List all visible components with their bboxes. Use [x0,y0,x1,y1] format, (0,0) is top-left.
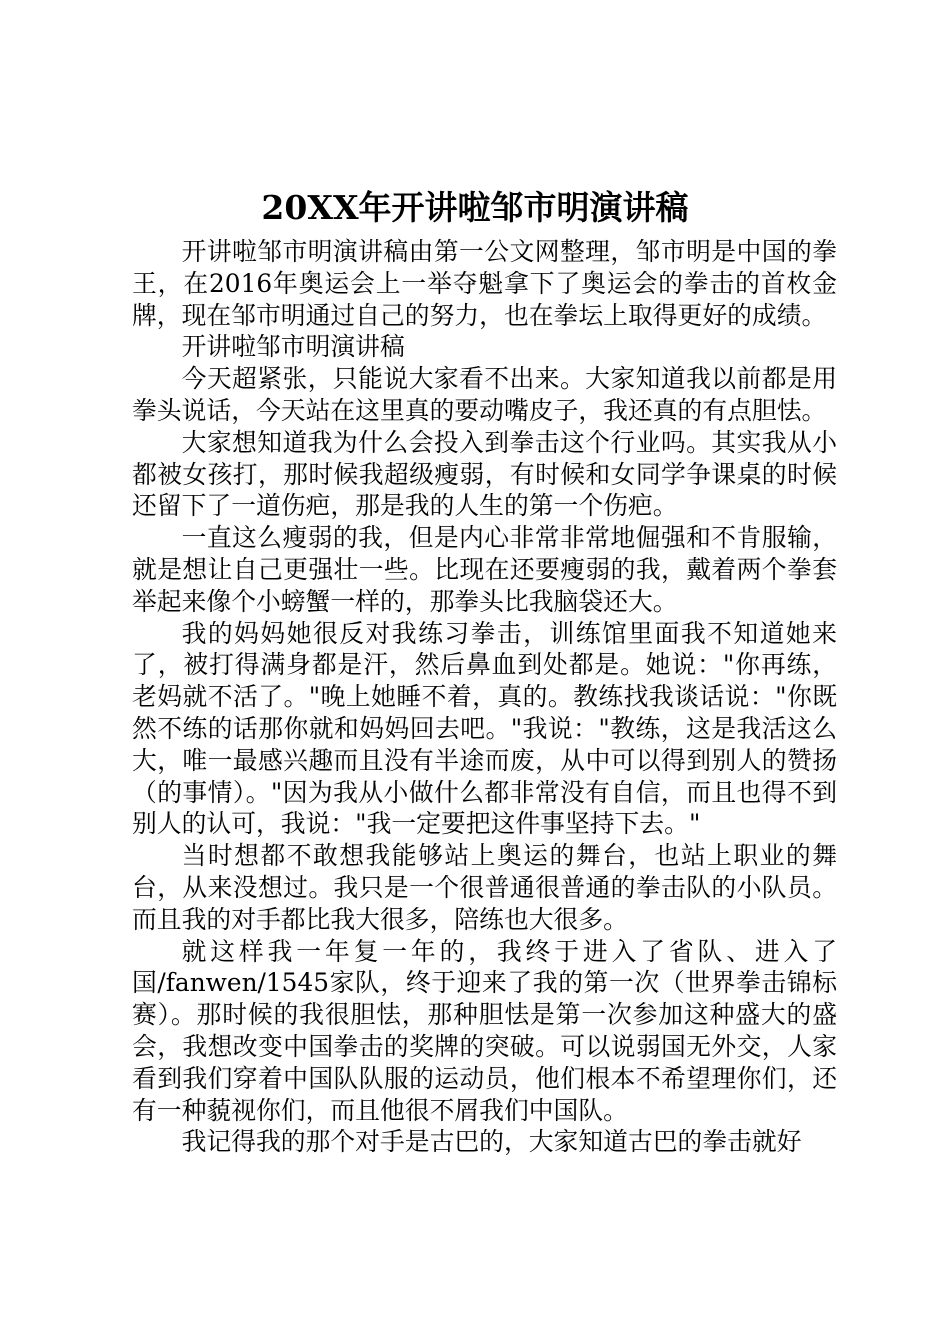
document-title: 20XX年开讲啦邹市明演讲稿 [261,188,689,227]
paragraph: 开讲啦邹市明演讲稿由第一公文网整理，邹市明是中国的拳王，在2016年奥运会上一举夺魁拿下了奥运会的拳击的首枚金牌，现在邹市明通过自己的努力，也在拳坛上取得更好的成绩。 [132,237,837,330]
paragraph: 我记得我的那个对手是古巴的，大家知道古巴的拳击就好 [181,1127,802,1157]
paragraph: 开讲啦邹市明演讲稿 [181,332,405,362]
paragraph: 就这样我一年复一年的，我终于进入了省队、进入了国/fanwen/1545家队，终于迎来了我的第一次（世界拳击锦标赛）。那时候的我很胆怯，那种胆怯是第一次参加这种盛大的盛会，我想改变中国拳击的奖牌的突破。可以说弱国无外交，人家看到我们穿着中国队队服的运动员，他们根本不希望理你们，还有一种藐视你们，而且他很不屑我们中国队。 [132,936,837,1125]
paragraph: 大家想知道我为什么会投入到拳击这个行业吗。其实我从小都被女孩打，那时候我超级瘦弱，有时候和女同学争课桌的时候还留下了一道伤疤，那是我的人生的第一个伤疤。 [132,427,837,521]
paragraph: 今天超紧张，只能说大家看不出来。大家知道我以前都是用拳头说话，今天站在这里真的要动嘴皮子，我还真的有点胆怯。 [132,364,837,425]
paragraph: 我的妈妈她很反对我练习拳击，训练馆里面我不知道她来了，被打得满身都是汗，然后鼻血到处都是。她说："你再练，老妈就不活了。"晚上她睡不着，真的。教练找我谈话说："你既然不练的话那你就和妈妈回去吧。"我说："教练，这是我活这么大，唯一最感兴趣而且没有半途而废，从中可以得到别人的赞扬（的事情）。"因为我从小做什么都非常没有自信，而且也得不到别人的认可，我说："我一定要把这件事坚持下去。" [132,618,837,839]
paragraph: 当时想都不敢想我能够站上奥运的舞台，也站上职业的舞台，从来没想过。我只是一个很普通很普通的拳击队的小队员。而且我的对手都比我大很多，陪练也大很多。 [132,841,837,934]
paragraph: 一直这么瘦弱的我，但是内心非常非常地倔强和不肯服输，就是想让自己更强壮一些。比现在还要瘦弱的我，戴着两个拳套举起来像个小螃蟹一样的，那拳头比我脑袋还大。 [132,523,837,616]
document-body [132,236,837,1158]
